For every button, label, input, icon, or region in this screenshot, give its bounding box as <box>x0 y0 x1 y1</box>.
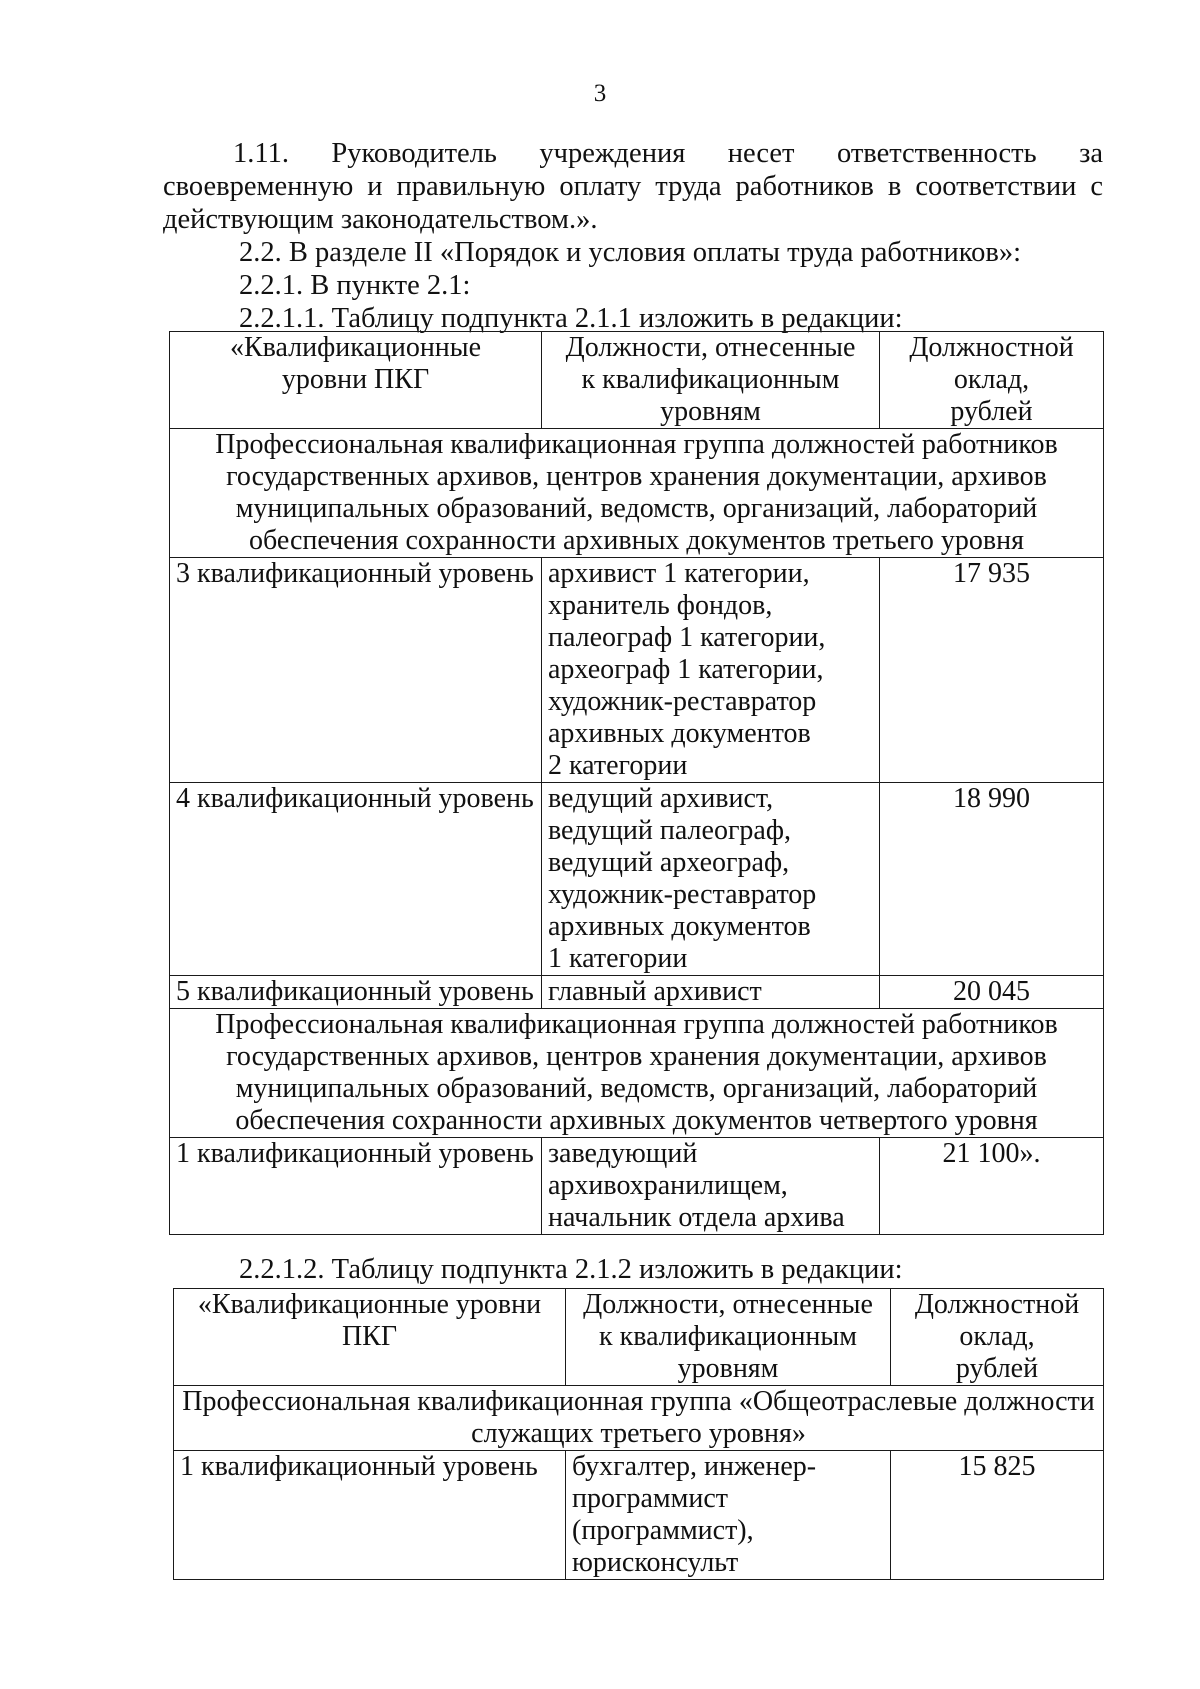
header-salary: Должностной оклад, рублей <box>891 1289 1104 1386</box>
body-text-2 <box>163 1253 1103 1286</box>
table-header-row <box>174 1289 1104 1386</box>
table-row <box>170 783 1104 976</box>
table-row <box>170 1138 1104 1235</box>
header-positions: Должности, отнесенные к квалификационным уровням <box>542 332 880 429</box>
positions-list: бухгалтер, инженер- программист (программист), юрисконсульт <box>566 1451 891 1580</box>
page-number: 3 <box>593 80 607 107</box>
salary-table-archives <box>169 331 1104 1235</box>
qualification-level: 5 квалификационный уровень <box>170 976 542 1009</box>
paragraph-2-2-1: 2.2.1. В пункте 2.1: <box>239 270 471 301</box>
paragraph-1-11: 1.11. Руководитель учреждения несет ответственность за своевременную и правильную оплату труда работников в соответствии с действующим законодательством.». <box>163 138 1103 235</box>
paragraph-2-2-1-2: 2.2.1.2. Таблицу подпункта 2.1.2 изложить в редакции: <box>239 1254 903 1285</box>
qualification-level: 1 квалификационный уровень <box>170 1138 542 1235</box>
group-heading-general-positions: Профессиональная квалификационная группа «Общеотраслевые должности служащих третьего уровня» <box>174 1386 1104 1451</box>
qualification-level: 3 квалификационный уровень <box>170 558 542 783</box>
salary-value: 18 990 <box>880 783 1104 976</box>
header-qualification-levels: «Квалификационные уровни ПКГ <box>174 1289 566 1386</box>
group-heading-row <box>174 1386 1104 1451</box>
salary-value: 21 100». <box>880 1138 1104 1235</box>
header-salary: Должностной оклад, рублей <box>880 332 1104 429</box>
positions-list: архивист 1 категории, хранитель фондов, палеограф 1 категории, археограф 1 категории, художник-реставратор архивных документов 2 категории <box>542 558 880 783</box>
group-heading-row <box>170 1009 1104 1138</box>
body-text <box>163 137 1103 335</box>
salary-table-general <box>173 1288 1104 1580</box>
positions-list: заведующий архивохранилищем, начальник отдела архива <box>542 1138 880 1235</box>
group-heading-fourth-level: Профессиональная квалификационная группа должностей работников государственных архивов, центров хранения документации, архивов муниципальных образований, ведомств, организаций, лабораторий обеспечения сохранности архивных документов четвертого уровня <box>170 1009 1104 1138</box>
paragraph-2-2: 2.2. В разделе II «Порядок и условия оплаты труда работников»: <box>239 237 1022 268</box>
group-heading-third-level: Профессиональная квалификационная группа должностей работников государственных архивов, центров хранения документации, архивов муниципальных образований, ведомств, организаций, лабораторий обеспечения сохранности архивных документов третьего уровня <box>170 429 1104 558</box>
qualification-level: 4 квалификационный уровень <box>170 783 542 976</box>
table-header-row <box>170 332 1104 429</box>
table-row <box>174 1451 1104 1580</box>
paragraph-2-2-1-1: 2.2.1.1. Таблицу подпункта 2.1.1 изложить в редакции: <box>239 303 903 334</box>
positions-list: главный архивист <box>542 976 880 1009</box>
header-positions: Должности, отнесенные к квалификационным уровням <box>566 1289 891 1386</box>
positions-list: ведущий архивист, ведущий палеограф, ведущий археограф, художник-реставратор архивных документов 1 категории <box>542 783 880 976</box>
salary-value: 15 825 <box>891 1451 1104 1580</box>
table-row <box>170 558 1104 783</box>
group-heading-row <box>170 429 1104 558</box>
salary-value: 17 935 <box>880 558 1104 783</box>
table-row <box>170 976 1104 1009</box>
salary-value: 20 045 <box>880 976 1104 1009</box>
header-qualification-levels: «Квалификационные уровни ПКГ <box>170 332 542 429</box>
qualification-level: 1 квалификационный уровень <box>174 1451 566 1580</box>
